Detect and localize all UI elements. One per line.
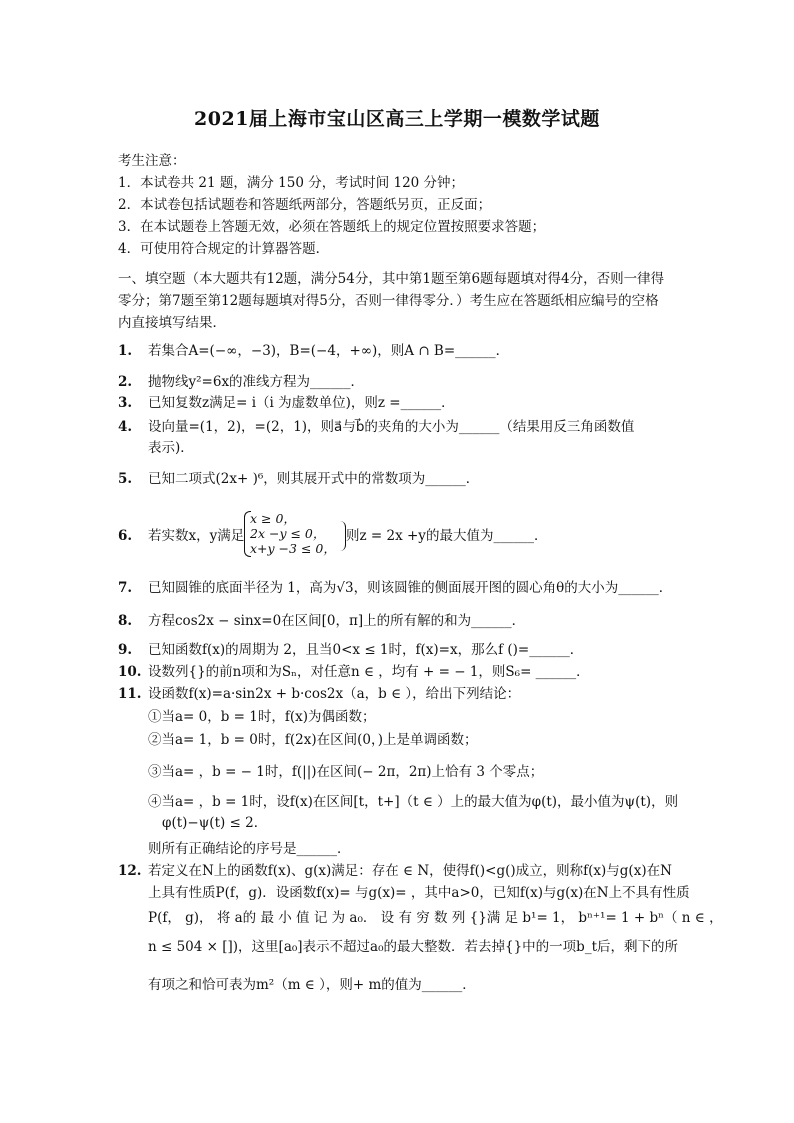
question-number: 6. [118, 528, 133, 544]
notice-item: 4．可使用符合规定的计算器答题． [118, 241, 330, 257]
question-number: 1. [118, 343, 133, 359]
constraint-line: 2x −y ≤ 0， [250, 526, 326, 541]
section-intro-line: 内直接填写结果． [118, 315, 226, 331]
question-number: 5. [118, 471, 133, 487]
constraint-line: x+y −3 ≤ 0， [250, 541, 336, 556]
question-text: P(f， g)， 将 a的 最 小 值 记 为 a₀． 设 有 穷 数 列 {}满 足 b¹= 1， bⁿ⁺¹= 1 + bⁿ（ n ∈ ， [148, 910, 723, 926]
notice-heading: 考生注意： [118, 153, 186, 169]
question-text: 方程cos2x − sinx=0在区间[0，π]上的所有解的和为______． [148, 613, 526, 629]
question-text: 设向量=(1，2)，=(2，1)，则a⃗与b⃗的夹角的大小为______（结果用反三角函数值 [148, 419, 635, 435]
question-text: 上具有性质P(f，g)．设函数f(x)= 与g(x)= ，其中a>0，已知f(x)与g(x)在N上不具有性质 [148, 885, 690, 901]
conclusion-item: ①当a= 0，b = 1时，f(x)为偶函数； [148, 709, 376, 725]
question-number: 9. [118, 642, 133, 658]
question-text: 若集合A=(−∞，−3)，B=(−4，+∞)，则A ∩ B=______． [148, 343, 510, 359]
question-text: 有项之和恰可表为m²（m ∈ ），则+ m的值为______． [148, 977, 476, 993]
question-number: 8. [118, 613, 133, 629]
question-text: 若定义在N上的函数f(x)、g(x)满足：存在 ∈ N，使得f()<g()成立，则称f(x)与g(x)在N [148, 863, 672, 879]
question-text: 设数列{}的前n项和为Sₙ，对任意n ∈ ，均有 + = − 1，则S₆= ______． [148, 664, 590, 680]
notice-item: 2．本试卷包括试题卷和答题纸两部分，答题纸另页，正反面； [118, 197, 492, 213]
question-number: 12. [118, 863, 142, 879]
notice-item: 3．在本试题卷上答题无效，必须在答题纸上的规定位置按照要求答题； [118, 219, 546, 235]
conclusion-item: ②当a= 1，b = 0时，f(2x)在区间(0，)上是单调函数； [148, 732, 478, 748]
question-number: 3. [118, 395, 133, 411]
question-number: 2. [118, 374, 133, 390]
conclusion-item: ④当a= ，b = 1时，设f(x)在区间[t，t+]（t ∈ ）上的最大值为φ(t)，最小值为ψ(t)，则 [148, 794, 679, 810]
notice-item: 1．本试卷共 21 题，满分 150 分，考试时间 120 分钟； [118, 175, 465, 191]
page-title: 2021届上海市宝山区高三上学期一模数学试题 [194, 108, 600, 130]
question-text: n ≤ 504 × [])，这里[a₀]表示不超过a₀的最大整数．若去掉{}中的一项b_t后，剩下的所 [148, 939, 678, 955]
constraint-line: x ≥ 0， [250, 511, 296, 526]
section-intro-line: 零分；第7题至第12题每题填对得5分，否则一律得零分．）考生应在答题纸相应编号的空格 [118, 293, 659, 309]
question-text: 已知函数f(x)的周期为 2，且当0<x ≤ 1时，f(x)=x，那么f ()=______． [148, 642, 584, 658]
question-text: 表示)． [148, 440, 194, 456]
section-intro-line: 一、填空题（本大题共有12题，满分54分，其中第1题至第6题每题填对得4分，否则一律得 [118, 271, 665, 287]
question-number: 10. [118, 664, 142, 680]
question-text: 抛物线y²=6x的准线方程为______． [148, 374, 365, 390]
question-text: 则z = 2x +y的最大值为______． [346, 528, 548, 544]
question-number: 4. [118, 419, 133, 435]
question-text: 已知圆锥的底面半径为 1，高为√3，则该圆锥的侧面展开图的圆心角θ的大小为______． [148, 580, 673, 596]
question-text: 设函数f(x)=a·sin2x + b·cos2x（a，b ∈ ），给出下列结论： [148, 686, 521, 702]
question-text: 已知二项式(2x+ )⁶，则其展开式中的常数项为______． [148, 471, 480, 487]
conclusion-item: ③当a= ，b = − 1时，f(||)在区间(− 2π，2π)上恰有 3 个零点； [148, 764, 544, 780]
question-text: 则所有正确结论的序号是______． [148, 841, 351, 857]
question-text: 若实数x，y满足 [148, 528, 245, 544]
question-text: 已知复数z满足= i（i 为虚数单位)，则z =______． [148, 395, 455, 411]
question-number: 7. [118, 580, 133, 596]
question-number: 11. [118, 686, 142, 702]
conclusion-item: φ(t)−ψ(t) ≤ 2． [162, 815, 268, 831]
system-brace-right [339, 521, 346, 551]
